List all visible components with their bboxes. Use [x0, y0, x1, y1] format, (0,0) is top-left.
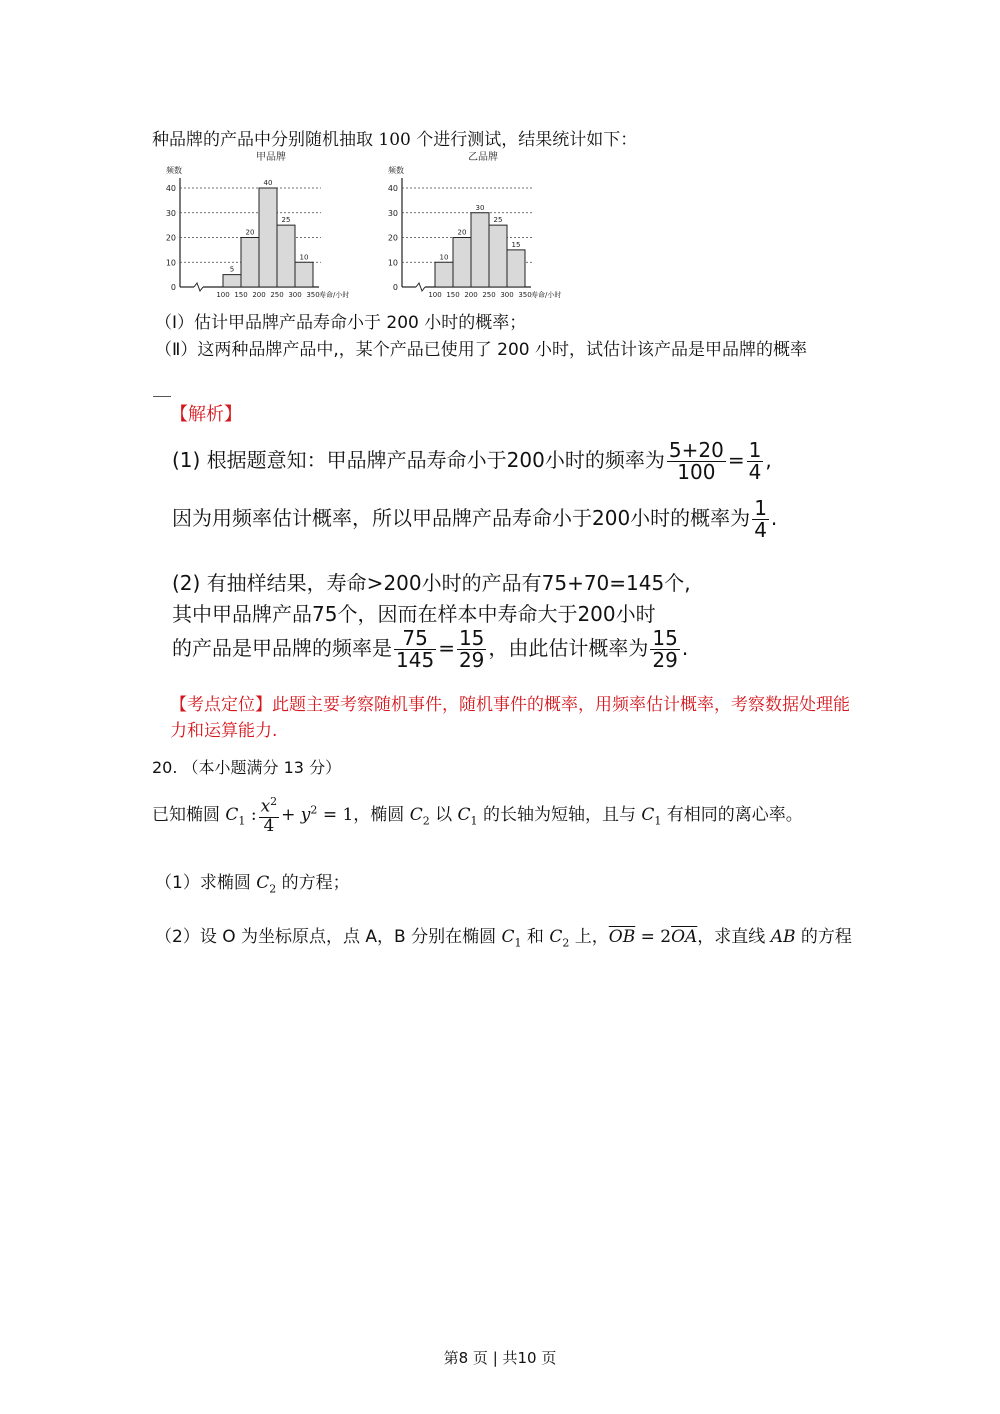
question-20-stem — [152, 796, 803, 835]
denominator: 29 — [458, 648, 485, 672]
histogram-bar — [435, 262, 453, 287]
part-1-text: 的方程； — [276, 873, 350, 893]
question-2: （Ⅱ）这两种品牌产品中,，某个产品已使用了 200 小时，试估计该产品是甲品牌的概率 — [155, 340, 808, 360]
fraction-15-over-29 — [650, 628, 679, 671]
x-axis-label: 寿命/小时 — [319, 291, 350, 298]
numerator: 1 — [748, 438, 762, 462]
bar-value-label: 15 — [511, 240, 521, 249]
stem-text: ，椭圆 — [353, 805, 410, 826]
solution-1-text: (1) 根据题意知：甲品牌产品寿命小于200小时的频率为 — [172, 448, 665, 472]
denominator: 4 — [754, 518, 767, 542]
numerator: 15 — [458, 626, 485, 650]
math-C: C — [225, 805, 239, 826]
x-tick-label: 200 — [252, 291, 266, 298]
x-axis-label: 寿命/小时 — [531, 291, 562, 298]
histogram-bar — [223, 275, 241, 287]
math-C: C — [501, 927, 515, 947]
bar-value-label: 20 — [245, 228, 255, 237]
question-20-part-1 — [155, 868, 350, 895]
y-tick-label: 30 — [165, 208, 176, 218]
math-colon: : — [245, 805, 257, 826]
x-tick-label: 200 — [464, 291, 478, 298]
numerator: 1 — [754, 496, 767, 520]
y-tick-label: 10 — [165, 258, 176, 268]
stem-text: 已知椭圆 — [152, 805, 226, 826]
denominator: 29 — [652, 648, 678, 672]
period: . — [770, 506, 778, 530]
equals-sign: = — [438, 636, 455, 660]
math-subscript: 1 — [514, 936, 522, 950]
part-2-text: 的方程 — [795, 927, 852, 947]
y-tick-label: 10 — [387, 258, 398, 268]
math-C: C — [549, 927, 563, 947]
x-tick-label: 350 — [518, 291, 532, 298]
numerator — [259, 796, 280, 818]
chart-title: 甲品牌 — [256, 152, 286, 163]
x-tick-label: 250 — [482, 291, 496, 298]
math-x: x — [260, 796, 271, 817]
solution-2-line-2: 其中甲品牌产品75个，因而在样本中寿命大于200小时 — [172, 602, 656, 626]
math-subscript: 1 — [470, 814, 478, 828]
key-point-line-2: 力和运算能力. — [170, 721, 278, 741]
equals-sign: = — [727, 448, 745, 472]
math-plus-y: + y — [281, 805, 311, 826]
denominator: 145 — [396, 648, 435, 672]
bar-value-label: 10 — [439, 253, 449, 262]
numerator: 75 — [394, 628, 436, 650]
histogram-yi — [372, 148, 592, 298]
math-C: C — [641, 805, 655, 826]
math-equals-two: = 2 — [635, 927, 672, 947]
question-1: （Ⅰ）估计甲品牌产品寿命小于 200 小时的概率； — [155, 313, 527, 333]
math-C: C — [457, 805, 471, 826]
denominator: 4 — [748, 460, 762, 484]
numerator: 5+20 — [668, 438, 724, 462]
fraction-1-over-4 — [752, 498, 769, 541]
math-subscript: 2 — [562, 936, 570, 950]
bar-value-label: 30 — [475, 203, 485, 212]
y-tick-label: 0 — [392, 283, 398, 292]
axis-break — [194, 283, 203, 291]
bar-value-label: 20 — [457, 228, 467, 237]
x-tick-label: 100 — [428, 291, 442, 298]
bar-value-label: 25 — [493, 216, 503, 225]
math-equals-one: = 1 — [317, 805, 354, 826]
histogram-jia — [150, 148, 350, 298]
math-AB: AB — [770, 927, 796, 947]
histogram-bar — [241, 238, 259, 288]
math-superscript: 2 — [310, 803, 318, 817]
solution-1b-text: 因为用频率估计概率，所以甲品牌产品寿命小于200小时的概率为 — [172, 506, 751, 530]
part-2-text: （2）设 O 为坐标原点，点 A，B 分别在椭圆 — [155, 927, 502, 947]
x-tick-label: 150 — [446, 291, 460, 298]
part-1-text: （1）求椭圆 — [155, 873, 257, 893]
solution-2-line-1: (2) 有抽样结果，寿命>200小时的产品有75+70=145个, — [172, 571, 691, 595]
histogram-bar — [489, 225, 507, 287]
question-20-part-2 — [155, 922, 852, 949]
histogram-bar — [471, 213, 489, 287]
divider — [153, 396, 171, 397]
solution-1-line-2 — [172, 498, 777, 541]
comma: , — [765, 448, 772, 472]
solution-header: 【解析】 — [170, 404, 242, 425]
part-2-text: 上， — [569, 927, 609, 947]
vector-OB: $\overline{OB}$ — [608, 927, 636, 947]
axis-break — [416, 283, 425, 291]
math-C: C — [409, 805, 423, 826]
y-axis-label: 频数 — [166, 166, 182, 175]
histogram-bar — [507, 250, 525, 287]
x-tick-label: 100 — [216, 291, 230, 298]
page-footer: 第8 页 | 共10 页 — [443, 1349, 557, 1367]
period: . — [681, 636, 689, 660]
x-tick-label: 300 — [288, 291, 302, 298]
histogram-bar — [295, 262, 313, 287]
x-tick-label: 250 — [270, 291, 284, 298]
bar-value-label: 5 — [229, 265, 235, 274]
y-tick-label: 40 — [387, 184, 398, 193]
fraction-15-over-29 — [457, 628, 486, 671]
x-tick-label: 150 — [234, 291, 248, 298]
numerator: 15 — [652, 626, 678, 650]
chart-title: 乙品牌 — [468, 152, 498, 163]
vector-OA: $\overline{OA}$ — [671, 927, 698, 947]
y-tick-label: 20 — [387, 233, 398, 243]
math-subscript: 1 — [238, 814, 246, 828]
fraction-5plus20-over-100 — [667, 440, 726, 483]
part-2-text: 和 — [521, 927, 550, 947]
solution-2-line-3 — [172, 628, 688, 671]
bar-value-label: 10 — [299, 253, 309, 262]
solution-2-text: 的产品是甲品牌的频率是 — [172, 636, 392, 660]
bar-value-label: 25 — [281, 216, 291, 225]
solution-1-line-1 — [172, 440, 772, 483]
y-axis-label: 频数 — [388, 166, 404, 175]
math-subscript: 2 — [269, 882, 277, 896]
bar-value-label: 40 — [263, 179, 273, 187]
stem-text: 的长轴为短轴，且与 — [477, 805, 642, 826]
y-tick-label: 20 — [165, 233, 176, 243]
fraction-75-over-145 — [394, 628, 436, 671]
math-superscript: 2 — [270, 795, 278, 808]
histogram-bar — [259, 188, 277, 287]
stem-text: 有相同的离心率。 — [661, 805, 803, 826]
math-C: C — [256, 873, 270, 893]
x-tick-label: 300 — [500, 291, 514, 298]
part-2-text: ，求直线 — [697, 927, 771, 947]
histogram-bar — [277, 225, 295, 287]
y-tick-label: 40 — [165, 184, 176, 193]
fraction-1-over-4 — [747, 440, 764, 483]
y-tick-label: 30 — [387, 208, 398, 218]
y-tick-label: 0 — [170, 283, 176, 292]
math-subscript: 1 — [654, 814, 662, 828]
histogram-bar — [453, 238, 471, 288]
denominator: 4 — [263, 815, 275, 836]
solution-2-mid-text: ，由此估计概率为 — [488, 636, 649, 660]
intro-line: 种品牌的产品中分别随机抽取 100 个进行测试，结果统计如下： — [152, 130, 638, 150]
fraction-x2-over-4 — [259, 796, 280, 835]
stem-text: 以 — [429, 805, 458, 826]
question-20-header: 20. （本小题满分 13 分） — [152, 758, 342, 777]
math-subscript: 2 — [422, 814, 430, 828]
x-tick-label: 350 — [306, 291, 320, 298]
key-point-line-1: 【考点定位】此题主要考察随机事件，随机事件的概率，用频率估计概率，考察数据处理能 — [170, 695, 850, 715]
denominator: 100 — [677, 460, 716, 484]
